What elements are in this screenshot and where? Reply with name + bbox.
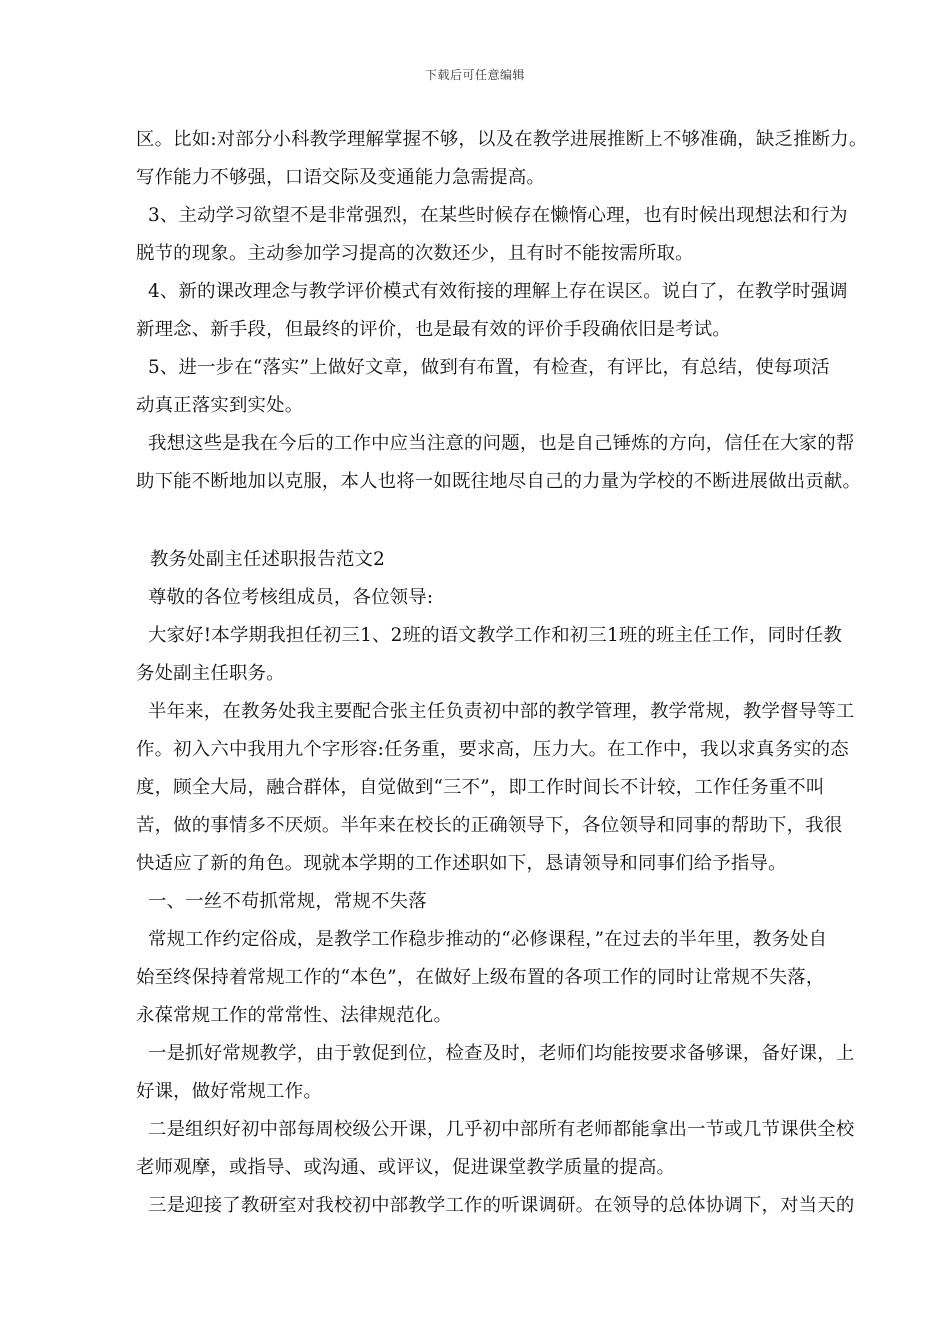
subheading-1 — [136, 883, 906, 921]
paragraph-10 — [136, 921, 906, 1035]
paragraph-4 — [136, 349, 906, 425]
text-line: 好课，做好常规工作。 — [136, 1081, 322, 1102]
document-body — [136, 121, 906, 1225]
paragraph-12 — [136, 1111, 906, 1187]
section-gap — [136, 501, 906, 541]
text-line: 动真正落实到实处。 — [136, 395, 304, 416]
text-line: 5、进一步在“落实”上做好文章，做到有布置，有检查，有评比，有总结，使每项活 — [148, 357, 830, 378]
paragraph-8 — [136, 693, 906, 883]
text-line: 助下能不断地加以克服，本人也将一如既往地尽自己的力量为学校的不断进展做出贡献。 — [136, 471, 862, 492]
text-line: 区。比如:对部分小科教学理解掌握不够，以及在教学进展推断上不够准确，缺乏推断力。 — [136, 129, 868, 150]
text-line: 永葆常规工作的常常性、法律规范化。 — [136, 1005, 453, 1026]
text-line: 快适应了新的角色。现就本学期的工作述职如下，恳请领导和同事们给予指导。 — [136, 853, 787, 874]
paragraph-2 — [136, 197, 906, 273]
text-line: 常规工作约定俗成，是教学工作稳步推动的“必修课程，”在过去的半年里，教务处自 — [148, 929, 828, 950]
text-line: 大家好!本学期我担任初三1、2班的语文教学工作和初三1班的班主任工作，同时任教 — [148, 625, 842, 646]
text-line: 三是迎接了教研室对我校初中部教学工作的听课调研。在领导的总体协调下，对当天的 — [148, 1195, 855, 1216]
text-line: 老师观摩，或指导、或沟通、或评议，促进课堂教学质量的提高。 — [136, 1157, 676, 1178]
salutation — [136, 579, 906, 617]
text-line: 我想这些是我在今后的工作中应当注意的问题，也是自己锤炼的方向，信任在大家的帮 — [148, 433, 855, 454]
text-line: 务处副主任职务。 — [136, 663, 285, 684]
text-line: 半年来，在教务处我主要配合张主任负责初中部的教学管理，教学常规，教学督导等工 — [148, 701, 855, 722]
text-line: 脱节的现象。主动参加学习提高的次数还少，且有时不能按需所取。 — [136, 243, 694, 264]
text-line: 写作能力不够强，口语交际及变通能力急需提高。 — [136, 167, 545, 188]
text-line: 尊敬的各位考核组成员，各位领导: — [148, 587, 434, 608]
text-line: 教务处副主任述职报告范文2 — [150, 549, 385, 570]
paragraph-1 — [136, 121, 906, 197]
text-line: 3、主动学习欲望不是非常强烈，在某些时候存在懒惰心理，也有时候出现想法和行为 — [148, 205, 848, 226]
text-line: 新理念、新手段，但最终的评价，也是最有效的评价手段确依旧是考试。 — [136, 319, 731, 340]
paragraph-11 — [136, 1035, 906, 1111]
page-header: 下载后可任意编辑 — [424, 68, 525, 82]
text-line: 一是抓好常规教学，由于敦促到位，检查及时，老师们均能按要求备够课，备好课，上 — [148, 1043, 855, 1064]
paragraph-7 — [136, 617, 906, 693]
text-line: 作。初入六中我用九个字形容:任务重，要求高，压力大。在工作中，我以求真务实的态 — [136, 739, 849, 760]
text-line: 度，顾全大局，融合群体，自觉做到“三不”，即工作时间长不计较，工作任务重不叫 — [136, 777, 825, 798]
section-title — [136, 541, 906, 579]
paragraph-13 — [136, 1187, 906, 1225]
text-line: 4、新的课改理念与教学评价模式有效衔接的理解上存在误区。说白了，在教学时强调 — [148, 281, 848, 302]
text-line: 始至终保持着常规工作的“本色”，在做好上级布置的各项工作的同时让常规不失落， — [136, 967, 825, 988]
text-line: 苦，做的事情多不厌烦。半年来在校长的正确领导下，各位领导和同事的帮助下，我很 — [136, 815, 843, 836]
text-line: 二是组织好初中部每周校级公开课，几乎初中部所有老师都能拿出一节或几节课供全校 — [148, 1119, 855, 1140]
text-line: 一、一丝不苟抓常规，常规不失落 — [148, 891, 427, 912]
paragraph-3 — [136, 273, 906, 349]
paragraph-5 — [136, 425, 906, 501]
